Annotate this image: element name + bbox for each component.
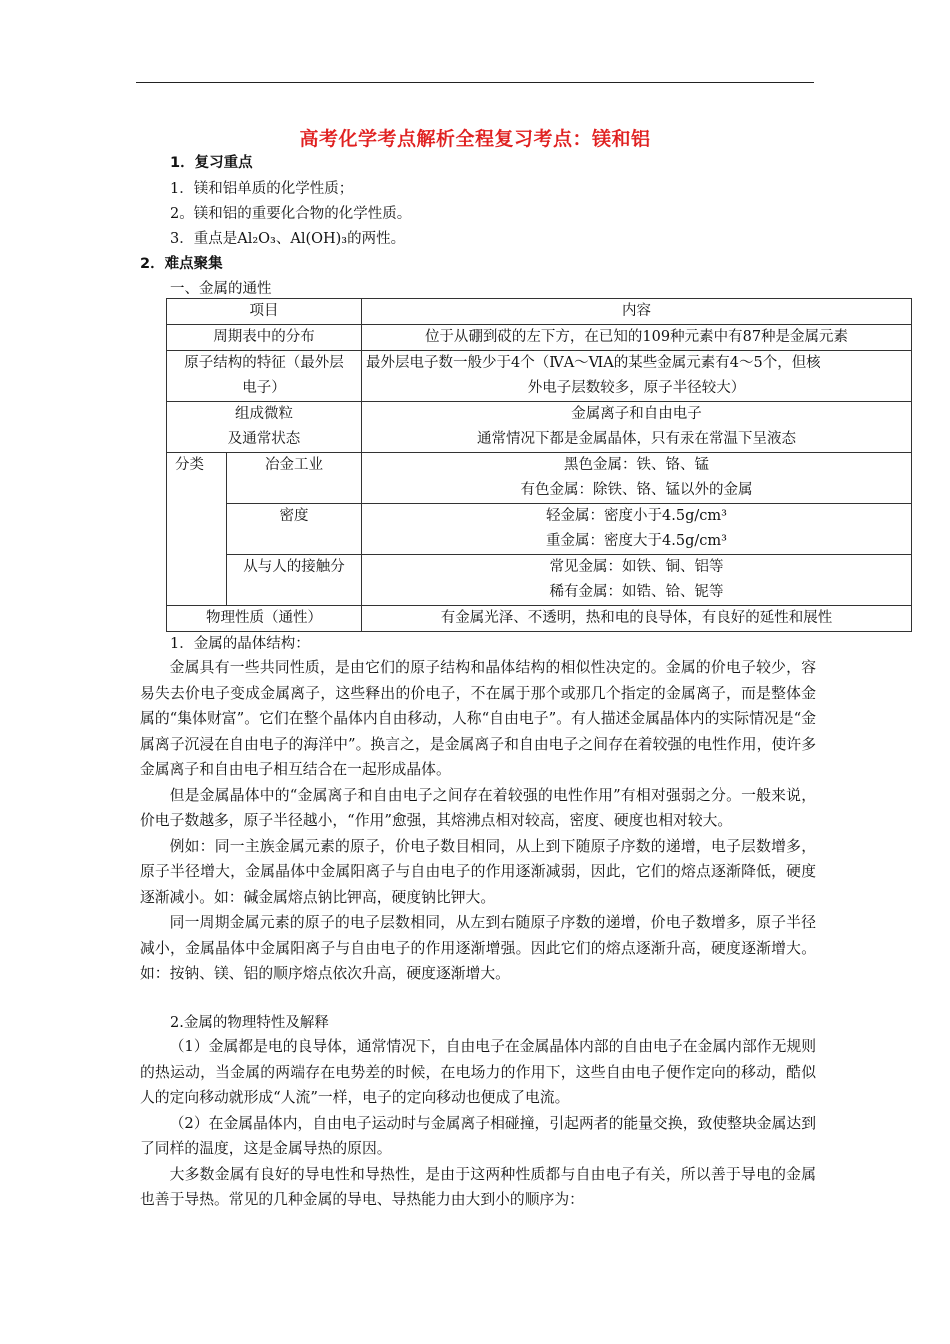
table-row: [167, 351, 912, 402]
table-cell-class: 分类: [167, 453, 227, 606]
cell-line: 稀有金属：如锆、铪、铌等: [549, 584, 724, 600]
section-heading-difficulty: 2．难点聚集: [140, 256, 223, 272]
table-row: [167, 402, 912, 453]
cell-line: 黑色金属：铁、铬、锰: [564, 457, 709, 473]
cell-line: 常见金属：如铁、铜、铝等: [549, 559, 724, 575]
table-cell-content: [362, 555, 912, 606]
table-row: [167, 453, 912, 504]
body-text-block-1: [140, 655, 816, 987]
cell-line: 有色金属：除铁、铬、锰以外的金属: [520, 482, 753, 498]
paragraph: 同一周期金属元素的原子的电子层数相同，从左到右随原子序数的递增，价电子数增多，原子半径减小，金属晶体中金属阳离子与自由电子的作用逐渐增强。因此它们的熔点逐渐升高，硬度逐渐增大。如：按钠、镁、铝的顺序熔点依次升高，硬度逐渐增大。: [140, 914, 816, 982]
cell-line: 组成微粒: [235, 406, 293, 422]
table-row: [167, 606, 912, 632]
table-cell-label: 周期表中的分布: [167, 325, 362, 351]
section-subheading: 一、金属的通性: [170, 281, 272, 297]
table-cell-content: 位于从硼到砹的左下方，在已知的109种元素中有87种是金属元素: [362, 325, 912, 351]
cell-line: 通常情况下都是金属晶体，只有汞在常温下呈液态: [477, 431, 796, 447]
table-header-item: 项目: [167, 299, 362, 325]
review-item-1: 1．镁和铝单质的化学性质；: [170, 181, 354, 197]
table-cell-label: 冶金工业: [227, 453, 362, 504]
page-title: 高考化学考点解析全程复习考点：镁和铝: [299, 128, 651, 150]
cell-line: 外电子层数较多，原子半径较大）: [527, 380, 746, 396]
cell-line: 电子）: [242, 380, 286, 396]
paragraph: 金属具有一些共同性质，是由它们的原子结构和晶体结构的相似性决定的。金属的价电子较少，容易失去价电子变成金属离子，这些释出的价电子，不在属于那个或那几个指定的金属离子，而是整体金属的“集体财富”。它们在整个晶体内自由移动，人称“自由电子”。有人描述金属晶体内的实际情况是“金属离子沉浸在自由电子的海洋中”。换言之，是金属离子和自由电子之间存在着较强的电性作用，使许多金属离子和自由电子相互结合在一起形成晶体。: [140, 659, 816, 778]
cell-line: 原子结构的特征（最外层: [184, 355, 344, 371]
metal-properties-table: [166, 298, 912, 632]
header-rule: [136, 82, 814, 83]
table-cell-content: [362, 504, 912, 555]
table-cell-label: [167, 351, 362, 402]
paragraph: （1）金属都是电的良导体，通常情况下，自由电子在金属晶体内部的自由电子在金属内部作无规则的热运动，当金属的两端存在电势差的时候，在电场力的作用下，这些自由电子便作定向的移动，酷似人的定向移动就形成“人流”一样，电子的定向移动也便成了电流。: [140, 1038, 816, 1106]
table-row: [167, 504, 912, 555]
body-text-block-2: [140, 1034, 816, 1213]
table-cell-content: [362, 351, 912, 402]
table-row: [167, 555, 912, 606]
physical-heading: 2.金属的物理特性及解释: [170, 1015, 329, 1031]
table-cell-label: 从与人的接触分: [227, 555, 362, 606]
cell-line: 金属离子和自由电子: [571, 406, 702, 422]
paragraph: 例如：同一主族金属元素的原子，价电子数目相同，从上到下随原子序数的递增，电子层数增多，原子半径增大，金属晶体中金属阳离子与自由电子的作用逐渐减弱，因此，它们的熔点逐渐降低，硬度逐渐减小。如：碱金属熔点钠比钾高，硬度钠比钾大。: [140, 837, 816, 906]
review-item-3: 3．重点是Al₂O₃、Al(OH)₃的两性。: [170, 231, 406, 247]
table-cell-content: [362, 402, 912, 453]
paragraph: （2）在金属晶体内，自由电子运动时与金属离子相碰撞，引起两者的能量交换，致使整块金属达到了同样的温度，这是金属导热的原因。: [140, 1114, 816, 1157]
paragraph: 大多数金属有良好的导电性和导热性，是由于这两种性质都与自由电子有关，所以善于导电的金属也善于导热。常见的几种金属的导电、导热能力由大到小的顺序为：: [140, 1165, 816, 1208]
table-cell-content: 有金属光泽、不透明，热和电的良导体，有良好的延性和展性: [362, 606, 912, 632]
cell-line: 及通常状态: [227, 431, 301, 447]
table-cell-label: 物理性质（通性）: [167, 606, 362, 632]
cell-line: 轻金属：密度小于4.5g/cm³: [546, 508, 727, 524]
table-header-content: 内容: [362, 299, 912, 325]
table-cell-content: [362, 453, 912, 504]
table-row: [167, 299, 912, 325]
section-heading-review: 1．复习重点: [170, 155, 253, 171]
crystal-heading: 1．金属的晶体结构：: [170, 636, 310, 652]
table-cell-label: 密度: [227, 504, 362, 555]
table-cell-label: [167, 402, 362, 453]
cell-line: 重金属：密度大于4.5g/cm³: [546, 533, 727, 549]
review-item-2: 2。镁和铝的重要化合物的化学性质。: [170, 206, 412, 222]
cell-line: 最外层电子数一般少于4个（ⅣA～ⅥA的某些金属元素有4～5个，但核: [366, 355, 821, 371]
paragraph: 但是金属晶体中的“金属离子和自由电子之间存在着较强的电性作用”有相对强弱之分。一般来说，价电子数越多，原子半径越小，“作用”愈强，其熔沸点相对较高，密度、硬度也相对较大。: [140, 786, 816, 829]
table-row: [167, 325, 912, 351]
